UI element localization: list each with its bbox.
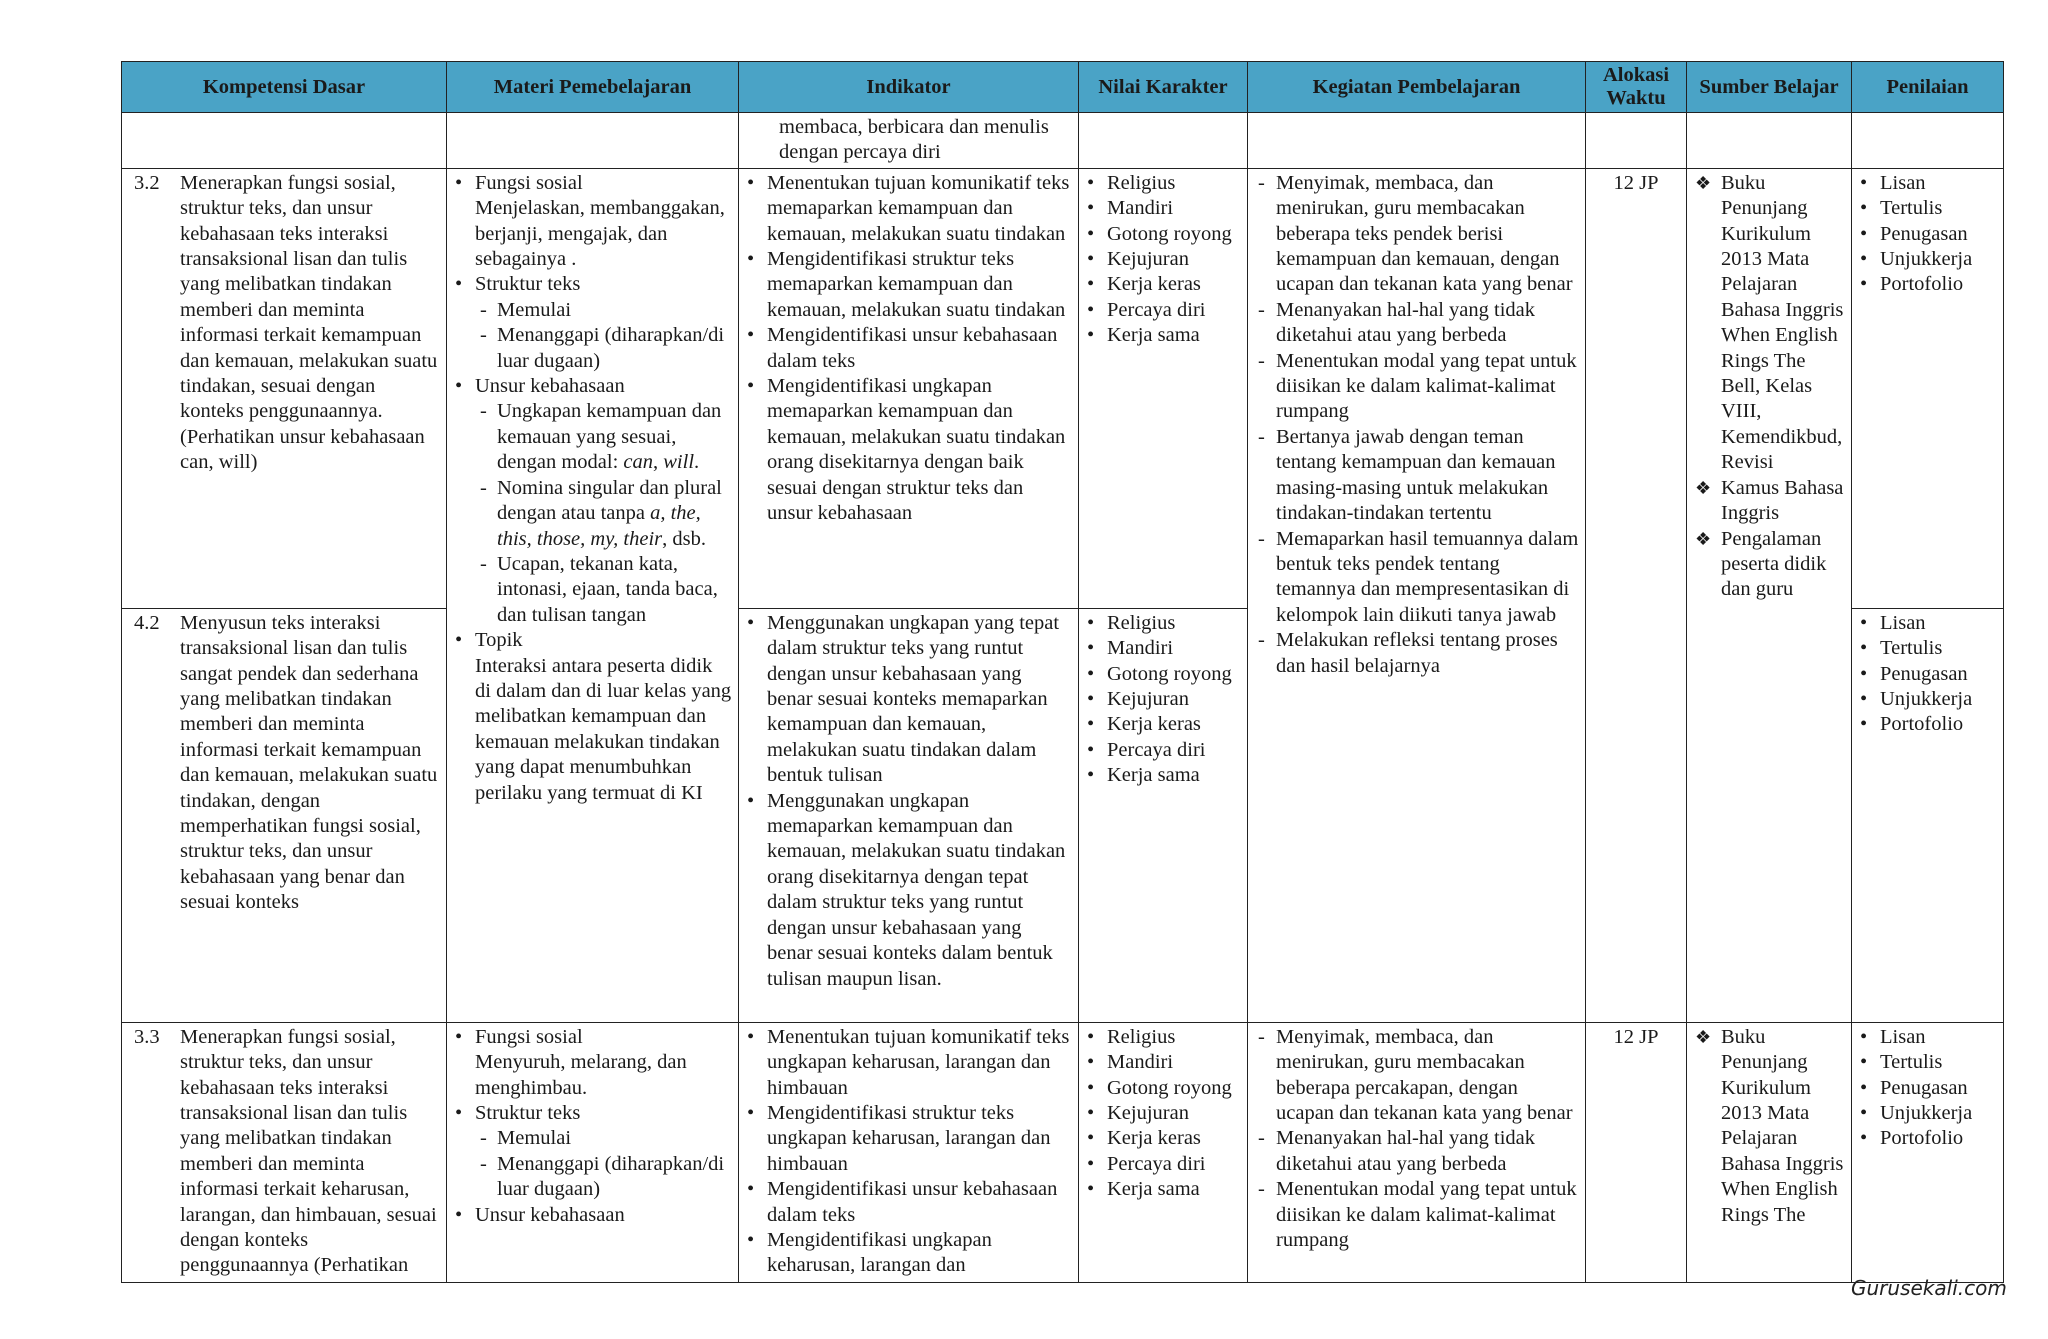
list-item: • Menentukan tujuan komunikatif teks ungkapan keharusan, larangan dan himbauan [745,1025,1072,1101]
list-item: • Mandiri [1085,196,1241,221]
list-item: • Kerja keras [1085,1126,1241,1151]
list-item: - Memulai [475,298,732,323]
list-item: • Menggunakan ungkapan yang tepat dalam struktur teks yang runtut dengan unsur kebahasaan yang benar sesuai konteks memaparkan kemampuan dan kemauan, melakukan suatu tindakan dalam bentuk tulisan [745,611,1072,789]
sumber-cell [1687,168,1852,1022]
nilai-cell [1079,168,1248,608]
list-item: ❖ Buku Penunjang Kurikulum 2013 Mata Pelajaran Bahasa Inggris When English Rings The Bell, Kelas VIII, Kemendikbud, Revisi [1693,171,1845,476]
list-item: • Mengidentifikasi ungkapan keharusan, larangan dan [745,1228,1072,1279]
materi-cell [447,1022,739,1282]
list-item: - Memaparkan hasil temuannya dalam bentuk teks pendek tentang temannya dan mempresentasikan di kelompok lain diikuti tanya jawab [1254,527,1579,629]
kd-text: Menerapkan fungsi sosial, struktur teks, dan unsur kebahasaan teks interaksi transaksional lisan dan tulis yang melibatkan tindakan memberi dan meminta informasi terkait keharusan, larangan, dan himbauan, sesuai dengan konteks penggunaannya (Perhatikan [180,1025,437,1277]
list-item: • Gotong royong [1085,222,1241,247]
list-item: • Kerja keras [1085,272,1241,297]
list-item: • Fungsi sosial Menyuruh, melarang, dan menghimbau. [453,1025,732,1101]
list-item: - Ucapan, tekanan kata, intonasi, ejaan, tanda baca, dan tulisan tangan [475,552,732,628]
list-item: • Menggunakan ungkapan memaparkan kemampuan dan kemauan, melakukan suatu tindakan orang disekitarnya dengan tepat dalam struktur teks yang runtut dengan unsur kebahasaan yang benar sesuai konteks dalam bentuk tulisan maupun lisan. [745,789,1072,992]
indikator-cell [739,168,1079,608]
list-item: • Penugasan [1858,662,1997,687]
list-item: • Topik Interaksi antara peserta didik di dalam dan di luar kelas yang melibatkan kemampuan dan kemauan melakukan tindakan yang dapat menumbuhkan perilaku yang termuat di KI [453,628,732,806]
watermark-text: Gurusekali.com [1851,1276,2007,1300]
nilai-cell [1079,1022,1248,1282]
list-item: • Religius [1085,611,1241,636]
list-item: • Menentukan tujuan komunikatif teks memaparkan kemampuan dan kemauan, melakukan suatu tindakan [745,171,1072,247]
indikator-cell [739,608,1079,1022]
kegiatan-cell [1248,168,1586,1022]
list-item: • Tertulis [1858,1050,1997,1075]
list-item: • Unsur kebahasaan - Ungkapan kemampuan dan kemauan yang sesuai, dengan modal: can, will. - Nomina singular dan plural dengan atau tanpa a, the, this, those, my, their, dsb. - Ucapan, tekanan kata, intonasi, ejaan, tanda baca, dan tulisan tangan [453,374,732,628]
list-item: • Portofolio [1858,272,1997,297]
list-item: • Mandiri [1085,636,1241,661]
list-item: - Menyimak, membaca, dan menirukan, guru membacakan beberapa teks pendek berisi kemampuan dan kemauan, dengan ucapan dan tekanan kata yang benar [1254,171,1579,298]
list-item: • Religius [1085,1025,1241,1050]
table-row [122,1022,2004,1282]
kd-number: 3.2 [134,171,160,194]
list-item: ❖ Kamus Bahasa Inggris [1693,476,1845,527]
list-item: - Menentukan modal yang tepat untuk diisikan ke dalam kalimat-kalimat rumpang [1254,1177,1579,1253]
header-penilaian: Penilaian [1852,62,2004,113]
list-item: • Kerja sama [1085,1177,1241,1202]
kd-cell [122,1022,447,1282]
list-item: - Bertanya jawab dengan teman tentang kemampuan dan kemauan masing-masing untuk melakukan tindakan-tindakan tertentu [1254,425,1579,527]
table-row [122,168,2004,608]
header-materi: Materi Pemebelajaran [447,62,739,113]
indikator-cell [739,1022,1079,1282]
list-item: • Mengidentifikasi struktur teks ungkapan keharusan, larangan dan himbauan [745,1101,1072,1177]
list-item: ❖ Pengalaman peserta didik dan guru [1693,527,1845,603]
list-item: • Portofolio [1858,712,1997,737]
list-item: • Kerja sama [1085,323,1241,348]
list-item: • Kerja sama [1085,763,1241,788]
penilaian-cell [1852,168,2004,608]
kd-text: Menyusun teks interaksi transaksional lisan dan tulis sangat pendek dan sederhana yang melibatkan tindakan memberi dan meminta informasi terkait kemampuan dan kemauan, melakukan suatu tindakan, dengan memperhatikan fungsi sosial, struktur teks, dan unsur kebahasaan yang benar dan sesuai konteks [180,611,438,914]
kegiatan-cell [1248,1022,1586,1282]
list-item: • Portofolio [1858,1126,1997,1151]
syllabus-table [121,61,2004,1283]
list-item: - Nomina singular dan plural dengan atau tanpa a, the, this, those, my, their, dsb. [475,476,732,552]
header-kegiatan: Kegiatan Pembelajaran [1248,62,1586,113]
list-item: • Gotong royong [1085,1076,1241,1101]
table-row [122,113,2004,169]
nilai-cell [1079,608,1248,1022]
list-item: • Religius [1085,171,1241,196]
kd-cell [122,608,447,1022]
indikator-continuation: membaca, berbicara dan menulis dengan percaya diri [779,116,1049,164]
header-nilai-karakter: Nilai Karakter [1079,62,1248,113]
penilaian-cell [1852,608,2004,1022]
list-item: • Gotong royong [1085,662,1241,687]
list-item: • Tertulis [1858,636,1997,661]
list-item: • Tertulis [1858,196,1997,221]
kd-number: 3.3 [134,1025,160,1048]
list-item: • Lisan [1858,171,1997,196]
list-item: • Lisan [1858,611,1997,636]
header-kompetensi-dasar: Kompetensi Dasar [122,62,447,113]
list-item: • Kerja keras [1085,712,1241,737]
list-item: - Menanggapi (diharapkan/di luar dugaan) [475,323,732,374]
list-item: • Percaya diri [1085,738,1241,763]
materi-cell [447,168,739,1022]
list-item: • Mengidentifikasi unsur kebahasaan dalam teks [745,1177,1072,1228]
list-item: • Fungsi sosial Menjelaskan, membanggakan, berjanji, mengajak, dan sebagainya . [453,171,732,273]
list-item: - Ungkapan kemampuan dan kemauan yang sesuai, dengan modal: can, will. [475,399,732,475]
list-item: - Menanyakan hal-hal yang tidak diketahui atau yang berbeda [1254,298,1579,349]
list-item: • Struktur teks - Memulai - Menanggapi (diharapkan/di luar dugaan) [453,272,732,374]
kd-text: Menerapkan fungsi sosial, struktur teks, dan unsur kebahasaan teks interaksi transaksional lisan dan tulis yang melibatkan tindakan memberi dan meminta informasi terkait kemampuan dan kemauan, melakukan suatu tindakan, sesuai dengan konteks penggunaannya. (Perhatikan unsur kebahasaan can, will) [180,171,438,474]
sumber-cell [1687,1022,1852,1282]
list-item: • Penugasan [1858,1076,1997,1101]
alokasi-cell: 12 JP [1586,168,1687,1022]
header-sumber: Sumber Belajar [1687,62,1852,113]
header-row [122,62,2004,113]
kd-cell [122,168,447,608]
list-item: • Percaya diri [1085,1152,1241,1177]
kd-number: 4.2 [134,611,160,634]
list-item: ❖ Buku Penunjang Kurikulum 2013 Mata Pelajaran Bahasa Inggris When English Rings The [1693,1025,1845,1228]
list-item: • Kejujuran [1085,1101,1241,1126]
list-item: • Struktur teks - Memulai - Menanggapi (diharapkan/di luar dugaan) [453,1101,732,1203]
list-item: - Menanggapi (diharapkan/di luar dugaan) [475,1152,732,1203]
list-item: • Unjukkerja [1858,1101,1997,1126]
list-item: • Penugasan [1858,222,1997,247]
list-item: - Menyimak, membaca, dan menirukan, guru membacakan beberapa percakapan, dengan ucapan dan tekanan kata yang benar [1254,1025,1579,1127]
list-item: • Kejujuran [1085,247,1241,272]
list-item: • Kejujuran [1085,687,1241,712]
list-item: • Mandiri [1085,1050,1241,1075]
list-item: • Mengidentifikasi struktur teks memaparkan kemampuan dan kemauan, melakukan suatu tindakan [745,247,1072,323]
header-indikator: Indikator [739,62,1079,113]
list-item: - Memulai [475,1126,732,1151]
header-alokasi: Alokasi Waktu [1586,62,1687,113]
list-item: • Mengidentifikasi unsur kebahasaan dalam teks [745,323,1072,374]
list-item: • Percaya diri [1085,298,1241,323]
list-item: • Unsur kebahasaan [453,1203,732,1228]
alokasi-cell: 12 JP [1586,1022,1687,1282]
list-item: • Mengidentifikasi ungkapan memaparkan kemampuan dan kemauan, melakukan suatu tindakan orang disekitarnya dengan baik sesuai dengan struktur teks dan unsur kebahasaan [745,374,1072,526]
list-item: • Unjukkerja [1858,247,1997,272]
list-item: • Unjukkerja [1858,687,1997,712]
list-item: - Melakukan refleksi tentang proses dan hasil belajarnya [1254,628,1579,679]
penilaian-cell [1852,1022,2004,1282]
list-item: • Lisan [1858,1025,1997,1050]
list-item: - Menentukan modal yang tepat untuk diisikan ke dalam kalimat-kalimat rumpang [1254,349,1579,425]
list-item: - Menanyakan hal-hal yang tidak diketahui atau yang berbeda [1254,1126,1579,1177]
